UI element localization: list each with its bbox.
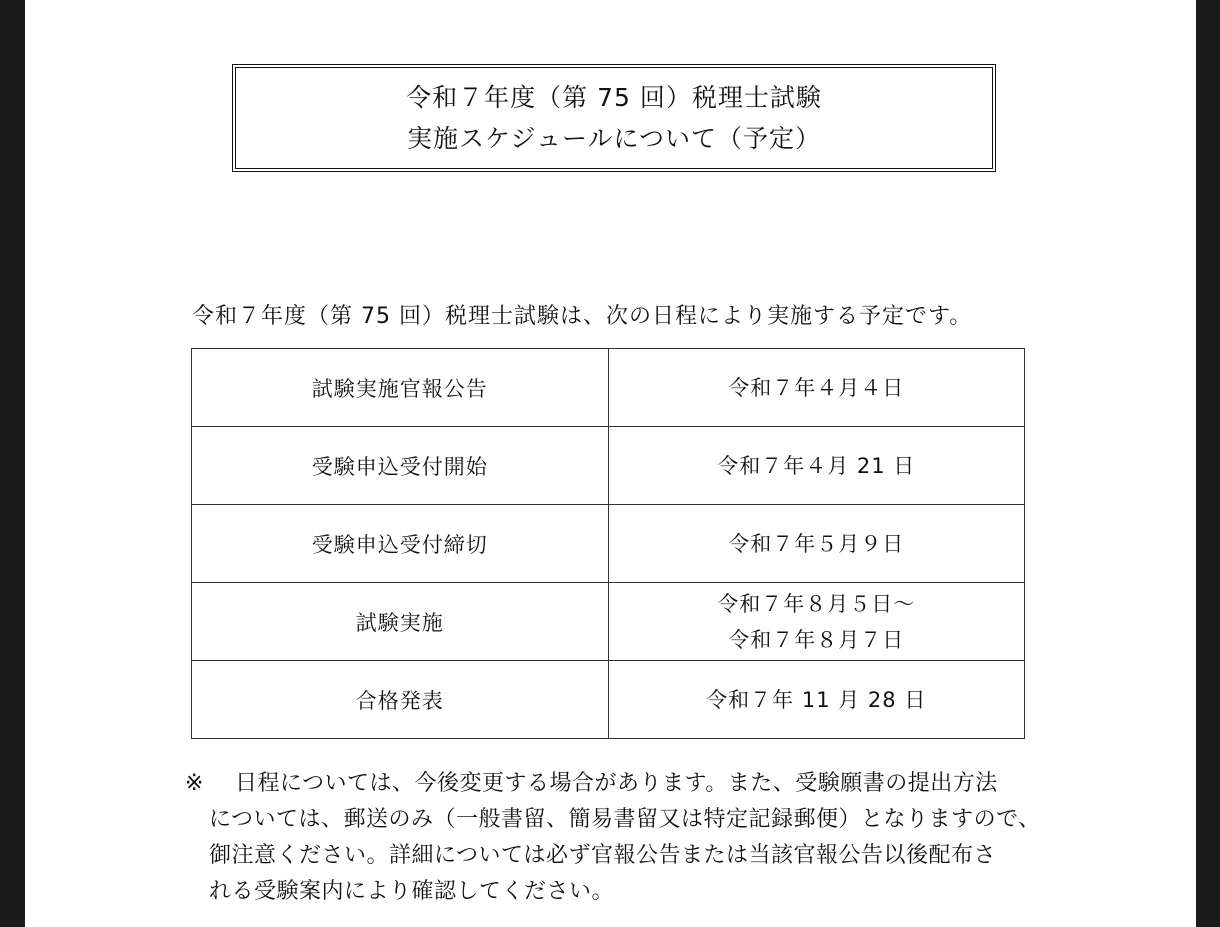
schedule-label-cell: 試験実施官報公告: [192, 349, 609, 427]
table-row: [192, 661, 1025, 739]
title-line-1: 令和７年度（第 75 回）税理士試験: [406, 82, 822, 112]
schedule-label-cell: 受験申込受付締切: [192, 505, 609, 583]
schedule-date-cell: [608, 349, 1025, 427]
schedule-label-cell: 試験実施: [192, 583, 609, 661]
schedule-label-cell: 合格発表: [192, 661, 609, 739]
table-row: [192, 349, 1025, 427]
schedule-date: 令和７年 11 月 28 日: [706, 687, 927, 712]
intro-text: 令和７年度（第 75 回）税理士試験は、次の日程により実施する予定です。: [192, 304, 973, 329]
note-line: れる受験案内により確認してください。: [209, 879, 615, 904]
schedule-table: [191, 348, 1025, 739]
schedule-label-cell: 受験申込受付開始: [192, 427, 609, 505]
schedule-date: 令和７年８月７日: [728, 627, 905, 652]
table-row: [192, 505, 1025, 583]
schedule-date: 令和７年４月４日: [728, 375, 905, 400]
note-mark: ※: [185, 771, 204, 796]
note-line: については、郵送のみ（一般書留、簡易書留又は特定記録郵便）となりますので、: [209, 807, 1041, 832]
schedule-date: 令和７年８月５日～: [717, 591, 916, 616]
schedule-date-cell: [608, 661, 1025, 739]
title-box: [232, 64, 996, 172]
schedule-date-cell: [608, 583, 1025, 661]
note-line: 御注意ください。詳細については必ず官報公告または当該官報公告以後配布さ: [209, 843, 997, 868]
table-row: [192, 427, 1025, 505]
schedule-date: 令和７年５月９日: [728, 531, 905, 556]
note-text: [209, 766, 1045, 910]
table-row: [192, 583, 1025, 661]
note-line: 日程については、今後変更する場合があります。また、受験願書の提出方法: [235, 771, 998, 796]
document-page: [25, 0, 1196, 927]
schedule-date-cell: [608, 505, 1025, 583]
schedule-date-cell: [608, 427, 1025, 505]
schedule-date: 令和７年４月 21 日: [717, 453, 916, 478]
title-line-2: 実施スケジュールについて（予定）: [406, 124, 821, 153]
